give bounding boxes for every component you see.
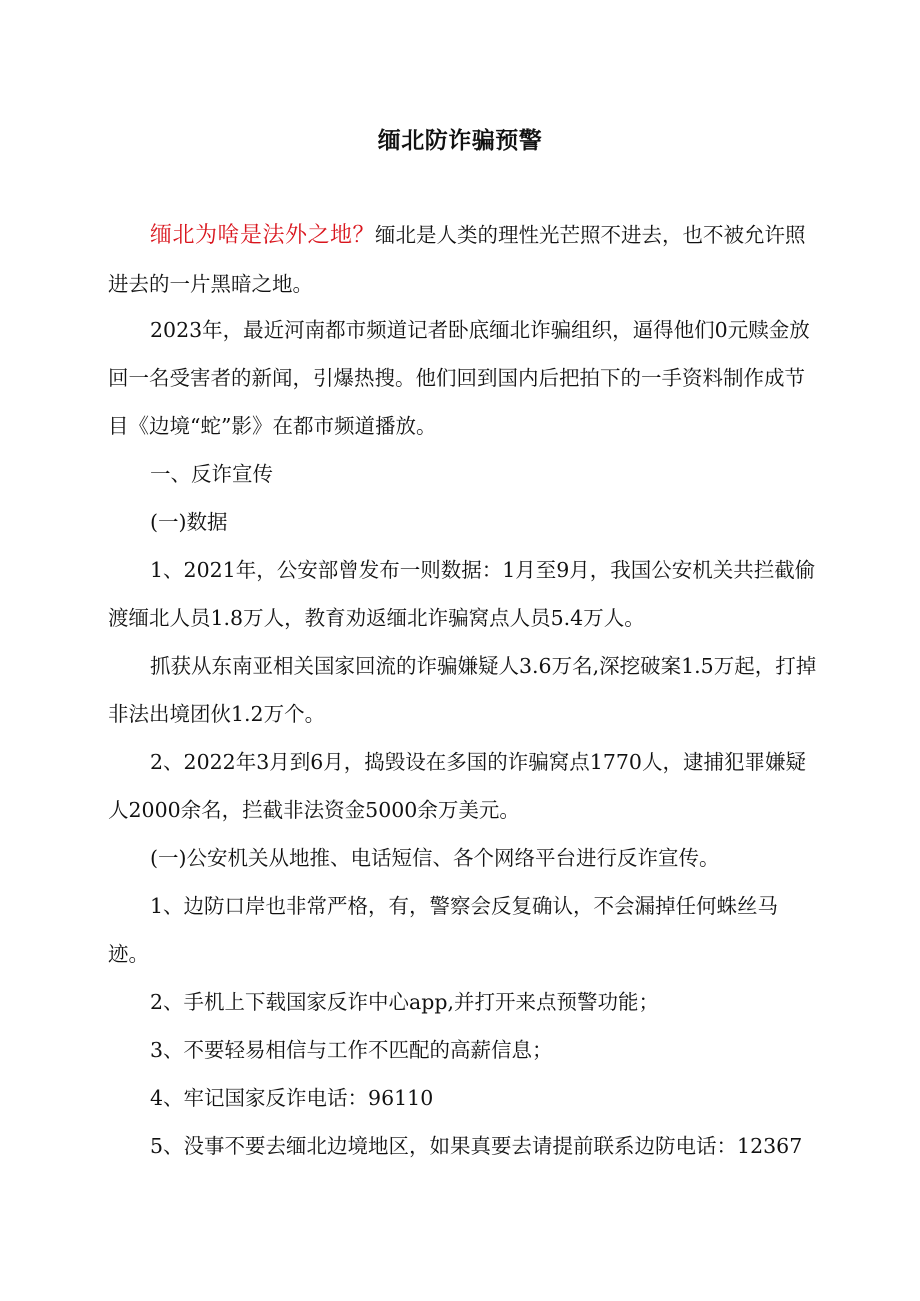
section-heading-anti-fraud: 一、反诈宣传 [150, 462, 273, 486]
intro-lead-question: 缅北为啥是法外之地？ [150, 223, 376, 248]
paragraph-data-2021: 1、2021年，公安部曾发布一则数据：1月至9月，我国公安机关共拦截偷渡缅北人员1.8万人，教育劝返缅北诈骗窝点人员5.4万人。 [108, 558, 816, 630]
document-title: 缅北防诈骗预警 [377, 128, 543, 154]
list-item-app: 2、手机上下载国家反诈中心app,并打开来点预警功能； [150, 990, 660, 1014]
list-item-hotline: 4、牢记国家反诈电话：96110 [150, 1086, 434, 1110]
list-item-border-phone: 5、没事不要去缅北边境地区，如果真要去请提前联系边防电话：12367 [150, 1134, 803, 1158]
paragraph-data-2022: 2、2022年3月到6月，捣毁设在多国的诈骗窝点1770人，逮捕犯罪嫌疑人2000余名，拦截非法资金5000余万美元。 [108, 750, 806, 822]
paragraph-news: 2023年，最近河南都市频道记者卧底缅北诈骗组织，逼得他们0元赎金放回一名受害者的新闻，引爆热搜。他们回到国内后把拍下的一手资料制作成节目《边境“蛇”影》在都市频道播放。 [108, 318, 810, 438]
list-item-salary: 3、不要轻易相信与工作不匹配的高薪信息； [150, 1038, 553, 1062]
paragraph-data-arrests: 抓获从东南亚相关国家回流的诈骗嫌疑人3.6万名,深挖破案1.5万起，打掉非法出境团伙1.2万个。 [108, 654, 817, 726]
subsection-heading-police: (一)公安机关从地推、电话短信、各个网络平台进行反诈宣传。 [150, 846, 720, 870]
subsection-heading-data: (一)数据 [150, 510, 228, 534]
intro-paragraph [108, 211, 818, 308]
intro-body: 缅北是人类的理性光芒照不进去，也不被允许照进去的一片黑暗之地。 [108, 223, 806, 296]
list-item-border: 1、边防口岸也非常严格，有，警察会反复确认，不会漏掉任何蛛丝马迹。 [108, 894, 779, 966]
